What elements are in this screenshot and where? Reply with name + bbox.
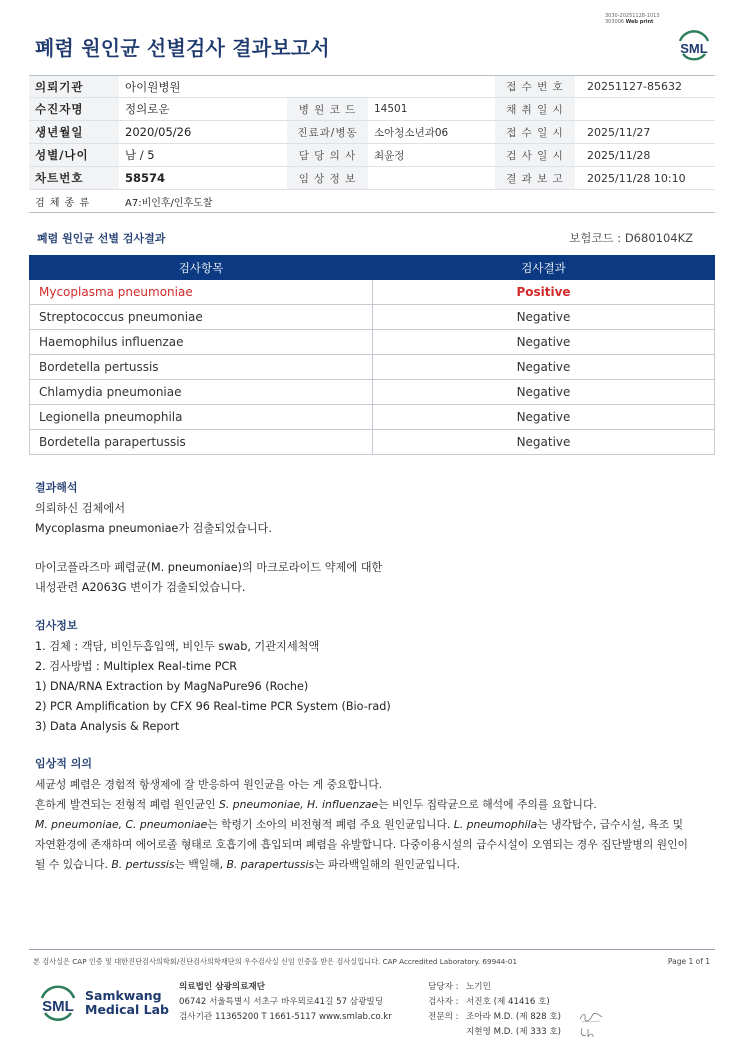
label-collection-date: 채 취 일 시 xyxy=(495,98,575,120)
result-name: Bordetella pertussis xyxy=(30,355,373,380)
table-row xyxy=(30,405,715,430)
staff-row: 검사자 : 서진호 (제 41416 호) xyxy=(428,997,550,1007)
result-value: Negative xyxy=(373,305,715,330)
value-receipt-date: 2025/11/27 xyxy=(587,125,651,139)
result-name: Streptococcus pneumoniae xyxy=(30,305,373,330)
label-receipt-date: 접 수 일 시 xyxy=(495,121,575,143)
value-department: 소아청소년과06 xyxy=(374,126,449,139)
info-row xyxy=(29,75,715,98)
sml-logo-icon xyxy=(675,26,713,62)
clinical-heading: 임상적 의의 xyxy=(35,757,92,770)
value-hospital-code: 14501 xyxy=(374,103,408,115)
logo-text: SML xyxy=(42,998,74,1015)
clinical-line: M. pneumoniae, C. pneumoniae는 학령기 소아의 비전형적 폐렴 주요 원인균입니다. L. pneumophila는 냉각탑수, 급수시설, 욕조 및 xyxy=(35,818,683,831)
result-value: Negative xyxy=(373,380,715,405)
result-value: Negative xyxy=(373,405,715,430)
info-row xyxy=(29,190,715,213)
info-row xyxy=(29,144,715,167)
staff-row: 지현영 M.D. (제 333 호) xyxy=(466,1027,562,1037)
info-row xyxy=(29,167,715,190)
info-row xyxy=(29,98,715,121)
result-name: Chlamydia pneumoniae xyxy=(30,380,373,405)
label-test-date: 검 사 일 시 xyxy=(495,144,575,166)
print-id: 3030-20251128-1013 xyxy=(605,13,660,19)
interpretation-heading: 결과해석 xyxy=(35,481,78,494)
accreditation-note: 본 검사실은 CAP 인증 및 대한진단검사의학회/진단검사의학재단의 우수검사실 신임 인증을 받은 검사실입니다. CAP Accredited Laboratory. 69944-01 xyxy=(33,957,518,966)
value-test-date: 2025/11/28 xyxy=(587,148,651,162)
value-requester: 아이원병원 xyxy=(125,79,181,94)
value-sex-age: 남 / 5 xyxy=(125,148,155,162)
lab-name-logo: Samkwang Medical Lab xyxy=(85,988,169,1017)
value-birthdate: 2020/05/26 xyxy=(125,125,192,139)
label-birthdate: 생년월일 xyxy=(29,121,119,143)
result-name: Bordetella parapertussis xyxy=(30,430,373,455)
sml-logo-icon xyxy=(37,980,79,1026)
value-receipt-no: 20251127-85632 xyxy=(587,80,682,93)
label-hospital-code: 병 원 코 드 xyxy=(287,98,368,120)
staff-info xyxy=(428,980,561,1040)
interpretation-section xyxy=(35,478,725,598)
test-info-line: 2. 검사방법 : Multiplex Real-time PCR xyxy=(35,660,238,673)
result-value: Positive xyxy=(373,280,715,305)
clinical-line: 될 수 있습니다. B. pertussis는 백일해, B. parapertussis는 파라백일해의 원인균입니다. xyxy=(35,858,461,871)
label-sex-age: 성별/나이 xyxy=(29,144,119,166)
label-clinical-info: 임 상 정 보 xyxy=(287,167,368,189)
result-value: Negative xyxy=(373,355,715,380)
report-title: 폐렴 원인균 선별검사 결과보고서 xyxy=(35,36,330,60)
result-value: Negative xyxy=(373,330,715,355)
test-info-line: 1. 검체 : 객담, 비인두흡입액, 비인두 swab, 기관지세척액 xyxy=(35,640,320,653)
table-row xyxy=(30,330,715,355)
label-doctor: 담 당 의 사 xyxy=(287,144,368,166)
clinical-line: 세균성 폐렴은 경험적 항생제에 잘 반응하여 원인균을 아는 게 중요합니다. xyxy=(35,778,383,791)
info-row xyxy=(29,121,715,144)
result-name: Haemophilus influenzae xyxy=(30,330,373,355)
results-header-row xyxy=(30,256,715,280)
value-specimen: A7:비인후/인후도찰 xyxy=(125,197,213,209)
clinical-section xyxy=(35,754,725,875)
clinical-line: 흔하게 발견되는 전형적 폐렴 원인균인 S. pneumoniae, H. influenzae는 비인두 집락균으로 해석에 주의를 요합니다. xyxy=(35,798,597,811)
interpretation-line: Mycoplasma pneumoniae가 검출되었습니다. xyxy=(35,522,272,535)
results-table xyxy=(29,255,715,455)
table-row xyxy=(30,430,715,455)
label-department: 진료과/병동 xyxy=(287,121,368,143)
value-doctor: 최윤정 xyxy=(374,149,405,162)
table-row xyxy=(30,305,715,330)
value-report-date: 2025/11/28 10:10 xyxy=(587,171,686,185)
insurance-code: 보험코드 : D680104KZ xyxy=(569,231,693,245)
patient-info-table xyxy=(29,75,715,213)
table-row xyxy=(30,355,715,380)
page-number: Page 1 of 1 xyxy=(667,957,710,966)
label-chart-no: 차트번호 xyxy=(29,167,119,189)
staff-row: 담당자 : 노기민 xyxy=(428,982,491,992)
org-contact: 검사기관 11365200 T 1661-5117 www.smlab.co.kr xyxy=(179,1012,392,1022)
test-info-section xyxy=(35,616,725,737)
test-info-line: 2) PCR Amplification by CFX 96 Real-time PCR System (Bio-rad) xyxy=(35,700,391,713)
footer-divider xyxy=(29,949,715,950)
table-row xyxy=(30,380,715,405)
logo-text: SML xyxy=(680,41,708,56)
clinical-line: 자연환경에 존재하며 에어로졸 형태로 호흡기에 흡입되며 폐렴을 유발합니다. 다중이용시설의 급수시설이 오염되는 경우 집단발병의 원인이 xyxy=(35,838,688,851)
results-section-title: 폐렴 원인균 선별 검사결과 xyxy=(37,232,166,245)
signature-icon xyxy=(578,1010,604,1024)
label-report-date: 결 과 보 고 xyxy=(495,167,575,189)
staff-row: 전문의 : 조아라 M.D. (제 828 호) xyxy=(428,1012,562,1022)
interpretation-line: 내성관련 A2063G 변이가 검출되었습니다. xyxy=(35,581,246,594)
test-info-heading: 검사정보 xyxy=(35,619,78,632)
label-patient-name: 수진자명 xyxy=(29,98,119,120)
label-requester: 의뢰기관 xyxy=(29,76,119,97)
table-row xyxy=(30,280,715,305)
interpretation-line: 의뢰하신 검체에서 xyxy=(35,502,126,515)
result-value: Negative xyxy=(373,430,715,455)
label-specimen: 검 체 종 류 xyxy=(35,197,91,209)
signature-icon xyxy=(578,1025,604,1039)
organization-info xyxy=(179,980,392,1025)
org-name: 의료법인 삼광의료재단 xyxy=(179,982,266,992)
interpretation-line: 마이코플라즈마 폐렴균(M. pneumoniae)의 마크로라이드 약제에 대한 xyxy=(35,561,383,574)
result-name: Mycoplasma pneumoniae xyxy=(30,280,373,305)
result-name: Legionella pneumophila xyxy=(30,405,373,430)
print-code: 303006 Web print xyxy=(605,19,654,25)
header-test-result: 검사결과 xyxy=(373,256,715,280)
value-patient-name: 정의로운 xyxy=(125,102,170,116)
value-chart-no: 58574 xyxy=(125,171,166,185)
test-info-line: 1) DNA/RNA Extraction by MagNaPure96 (Roche) xyxy=(35,680,309,693)
org-address: 06742 서울특별시 서초구 바우뫼로41길 57 삼광빌딩 xyxy=(179,997,383,1007)
test-info-line: 3) Data Analysis & Report xyxy=(35,720,180,733)
header-test-item: 검사항목 xyxy=(30,256,373,280)
print-meta xyxy=(605,13,660,25)
label-receipt-no: 접 수 번 호 xyxy=(495,76,575,97)
